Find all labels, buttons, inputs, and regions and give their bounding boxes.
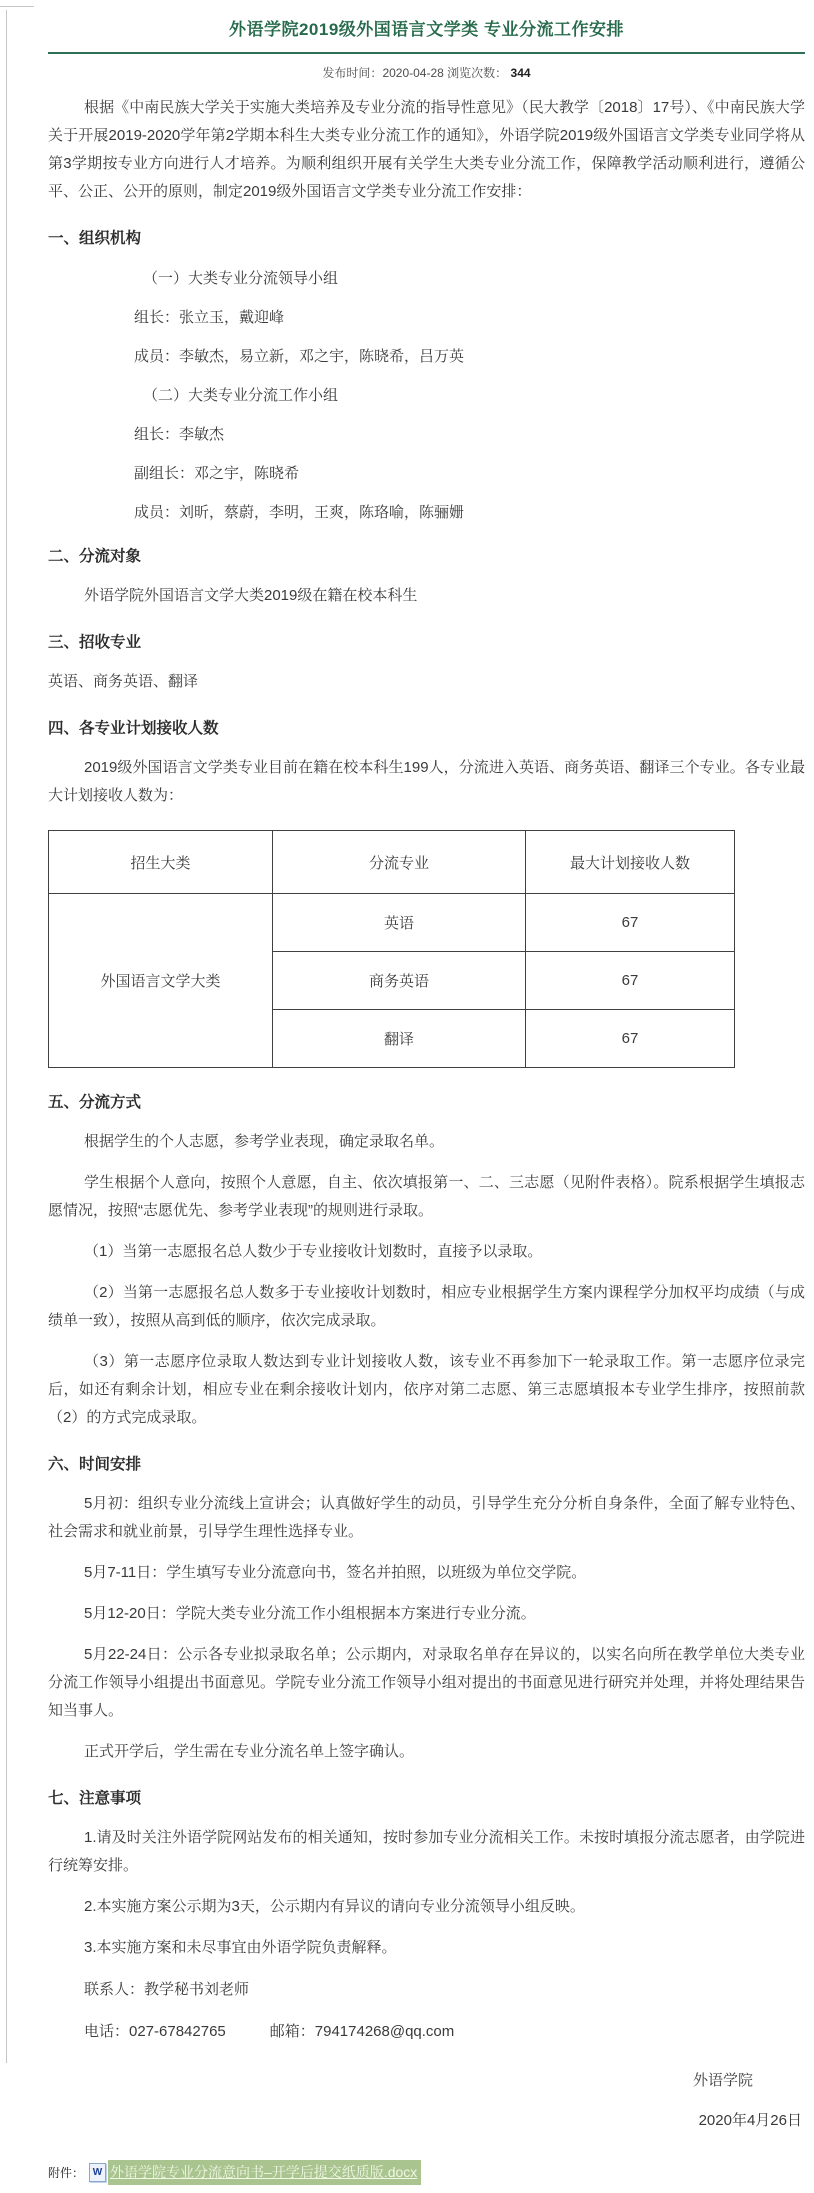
table-header-major: 分流专业 bbox=[273, 831, 526, 894]
section-6-para: 5月初：组织专业分流线上宣讲会；认真做好学生的动员，引导学生充分分析自身条件，全面了解专业特色、社会需求和就业前景，引导学生理性选择专业。 bbox=[48, 1495, 805, 1540]
section-7-para: 3.本实施方案和未尽事宜由外语学院负责解释。 bbox=[84, 1939, 397, 1956]
attachment-link[interactable]: 外语学院专业分流意向书–开学后提交纸质版.docx bbox=[108, 2160, 421, 2185]
section-5-para: 学生根据个人意向，按照个人意愿，自主、依次填报第一、二、三志愿（见附件表格）。院系根据学生填报志愿情况，按照“志愿优先、参考学业表现”的规则进行录取。 bbox=[48, 1174, 805, 1219]
section-5-para: 根据学生的个人志愿，参考学业表现，确定录取名单。 bbox=[84, 1133, 445, 1150]
org-group-1-title: （一）大类专业分流领导小组 bbox=[143, 270, 339, 287]
section-6-para: 5月22-24日：公示各专业拟录取名单；公示期内，对录取名单存在异议的，以实名向所在教学单位大类专业分流工作领导小组提出书面意见。学院专业分流工作领导小组对提出的书面意见进行研究并处理，并将处理结果告知当事人。 bbox=[48, 1646, 805, 1719]
table-cell-count: 67 bbox=[526, 952, 735, 1010]
attachment-label: 附件： bbox=[48, 2166, 85, 2180]
section-5-para: （1）当第一志愿报名总人数少于专业接收计划数时，直接予以录取。 bbox=[84, 1243, 543, 1260]
section-3-body: 英语、商务英语、翻译 bbox=[48, 673, 199, 690]
section-4-body: 2019级外国语言文学类专业目前在籍在校本科生199人，分流进入英语、商务英语、翻译三个专业。各专业最大计划接收人数为： bbox=[48, 759, 805, 804]
word-doc-icon: W bbox=[89, 2163, 106, 2182]
org-group-2-deputy: 副组长：邓之宇，陈晓希 bbox=[134, 465, 300, 482]
section-5-para: （2）当第一志愿报名总人数多于专业接收计划数时，相应专业根据学生方案内课程学分加权平均成绩（与成绩单一致），按照从高到低的顺序，依次完成录取。 bbox=[48, 1284, 805, 1329]
table-cell-count: 67 bbox=[526, 1010, 735, 1068]
table-header-max-count: 最大计划接收人数 bbox=[526, 831, 735, 894]
section-heading-4: 四、各专业计划接收人数 bbox=[48, 720, 219, 737]
publish-time-value: 2020-04-28 bbox=[382, 66, 444, 80]
contact-email: 邮箱：794174268@qq.com bbox=[269, 2023, 455, 2040]
org-group-2-members: 成员：刘昕，蔡蔚，李明，王爽，陈珞喻，陈骊姗 bbox=[134, 504, 465, 521]
intro-paragraph: 根据《中南民族大学关于实施大类培养及专业分流的指导性意见》（民大教学〔2018〕17号）、《中南民族大学关于开展2019-2020学年第2学期本科生大类专业分流工作的通知》，外语学院2019级外国语言文学类专业同学将从第3学期按专业方向进行人才培养。为顺利组织开展有关学生大类专业分流工作，保障教学活动顺利进行，遵循公平、公正、公开的原则，制定2019级外国语言文学类专业分流工作安排： bbox=[48, 99, 805, 200]
section-heading-7: 七、注意事项 bbox=[48, 1790, 142, 1807]
signature-date: 2020年4月26日 bbox=[698, 2112, 802, 2129]
acceptance-plan-table bbox=[48, 830, 735, 1068]
publish-time-label: 发布时间： bbox=[322, 66, 383, 80]
section-heading-5: 五、分流方式 bbox=[48, 1094, 142, 1111]
org-group-2-title: （二）大类专业分流工作小组 bbox=[143, 387, 339, 404]
section-6-para: 5月12-20日：学院大类专业分流工作小组根据本方案进行专业分流。 bbox=[84, 1605, 536, 1622]
org-group-2-leader: 组长：李敏杰 bbox=[134, 426, 225, 443]
table-cell-major: 英语 bbox=[273, 894, 526, 952]
publish-meta bbox=[48, 65, 805, 81]
title-divider bbox=[48, 52, 805, 54]
views-label: 浏览次数： bbox=[447, 66, 508, 80]
attachment-row bbox=[48, 2160, 805, 2185]
page-top-border bbox=[0, 6, 34, 7]
signature-org: 外语学院 bbox=[692, 2072, 753, 2089]
contact-phone-email-line bbox=[48, 2018, 805, 2046]
views-count: 344 bbox=[510, 66, 531, 80]
contact-phone: 电话：027-67842765 bbox=[84, 2023, 226, 2040]
table-cell-count: 67 bbox=[526, 894, 735, 952]
contact-person-line: 联系人：教学秘书刘老师 bbox=[84, 1981, 250, 1998]
table-cell-major: 翻译 bbox=[273, 1010, 526, 1068]
section-2-body: 外语学院外国语言文学大类2019级在籍在校本科生 bbox=[84, 587, 418, 604]
table-cell-major: 商务英语 bbox=[273, 952, 526, 1010]
section-heading-3: 三、招收专业 bbox=[48, 634, 142, 651]
table-row bbox=[49, 894, 735, 952]
org-group-1-leader: 组长：张立玉，戴迎峰 bbox=[134, 309, 285, 326]
page-left-border bbox=[6, 10, 7, 2063]
table-header-category: 招生大类 bbox=[49, 831, 273, 894]
section-7-para: 2.本实施方案公示期为3天，公示期内有异议的请向专业分流领导小组反映。 bbox=[84, 1898, 585, 1915]
section-5-para: （3）第一志愿序位录取人数达到专业计划接收人数，该专业不再参加下一轮录取工作。第一志愿序位录完后，如还有剩余计划，相应专业在剩余接收计划内，依序对第二志愿、第三志愿填报本专业学生排序，按照前款（2）的方式完成录取。 bbox=[48, 1353, 805, 1426]
section-6-para: 5月7-11日：学生填写专业分流意向书，签名并拍照，以班级为单位交学院。 bbox=[84, 1564, 587, 1581]
table-header-row bbox=[49, 831, 735, 894]
table-cell-group: 外国语言文学大类 bbox=[49, 894, 273, 1068]
section-heading-6: 六、时间安排 bbox=[48, 1456, 142, 1473]
section-7-para: 1.请及时关注外语学院网站发布的相关通知，按时参加专业分流相关工作。未按时填报分流志愿者，由学院进行统筹安排。 bbox=[48, 1829, 805, 1874]
page-title: 外语学院2019级外国语言文学类 专业分流工作安排 bbox=[228, 20, 625, 39]
section-6-para: 正式开学后，学生需在专业分流名单上签字确认。 bbox=[84, 1743, 415, 1760]
section-heading-1: 一、组织机构 bbox=[48, 230, 142, 247]
org-group-1-members: 成员：李敏杰，易立新，邓之宇，陈晓希，吕万英 bbox=[134, 348, 465, 365]
section-heading-2: 二、分流对象 bbox=[48, 548, 142, 565]
